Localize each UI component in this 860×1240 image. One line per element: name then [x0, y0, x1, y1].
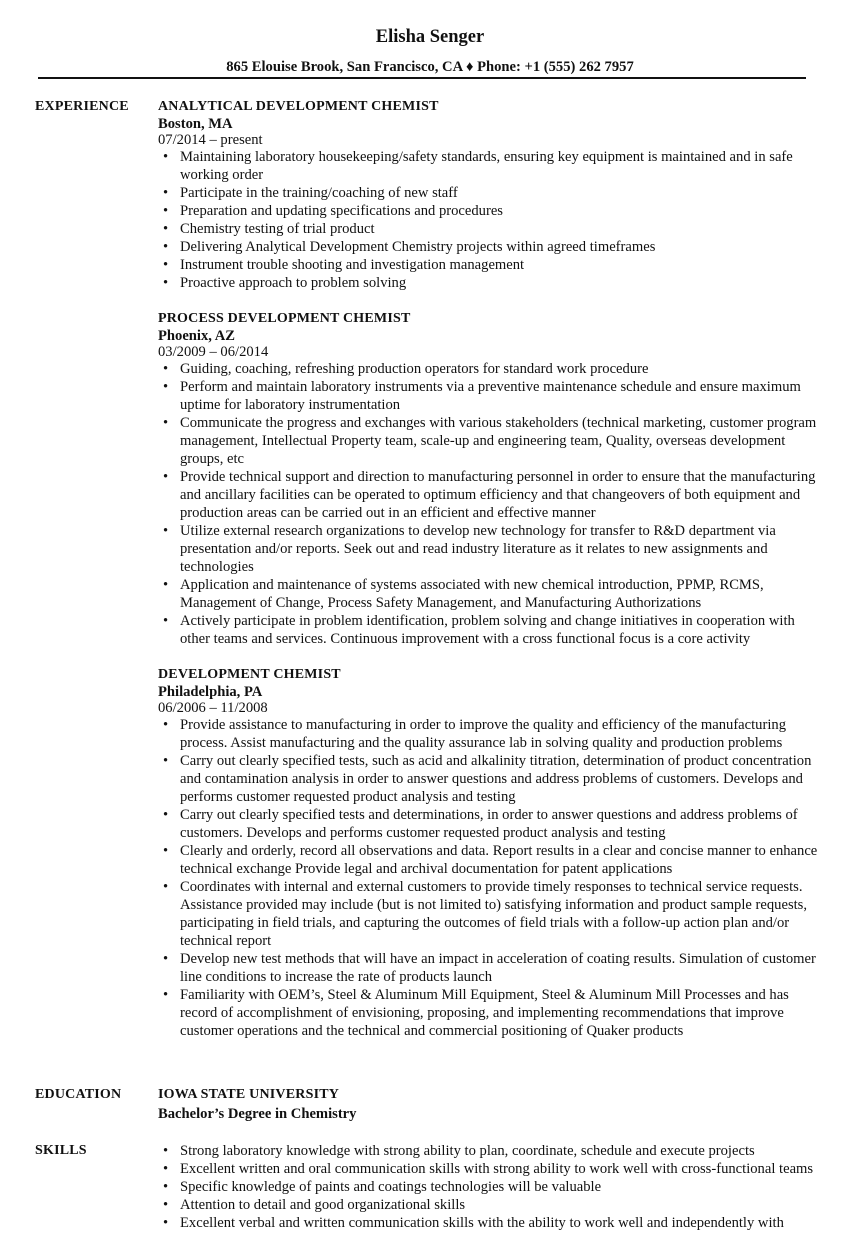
job-entry [158, 310, 828, 648]
job-title: DEVELOPMENT CHEMIST [158, 667, 341, 682]
job-bullets [158, 148, 828, 292]
skills-list [158, 1142, 828, 1232]
bullet-item: • Communicate the progress and exchanges with various stakeholders (technical marketing, customer program management, Intellectual Property team, scale-up and engineering team, Quality, overseas development groups, etc [158, 414, 828, 468]
education-block [158, 1086, 828, 1124]
job-dates: 03/2009 – 06/2014 [158, 344, 269, 360]
job-location: Philadelphia, PA [158, 684, 263, 700]
job-title: ANALYTICAL DEVELOPMENT CHEMIST [158, 99, 439, 114]
job-location: Boston, MA [158, 116, 233, 132]
bullet-item: • Carry out clearly specified tests and determinations, in order to answer questions and address problems of customers. Develops and performs customer requested product analysis and testing [158, 806, 828, 842]
bullet-item: • Proactive approach to problem solving [158, 274, 828, 292]
bullet-item: • Coordinates with internal and external customers to provide timely responses to technical service requests. Assistance provided may include (but is not limited to) satisfying information and product sample requests, participating in field trials, and capturing the outcomes of field trials with a follow-up action plan and/or technical report [158, 878, 828, 950]
bullet-item: • Application and maintenance of systems associated with new chemical introduction, PPMP, RCMS, Management of Change, Process Safety Management, and Manufacturing Authorizations [158, 576, 828, 612]
skill-item: • Strong laboratory knowledge with strong ability to plan, coordinate, schedule and execute projects [158, 1142, 828, 1160]
bullet-item: • Guiding, coaching, refreshing production operators for standard work procedure [158, 360, 828, 378]
experience-list [158, 98, 828, 1058]
bullet-item: • Familiarity with OEM’s, Steel & Aluminum Mill Equipment, Steel & Aluminum Mill Processes and has record of accomplishment of envisioning, proposing, and implementing recommendations that improve customer operations and the technical and commercial positioning of Quaker products [158, 986, 828, 1040]
section-label-skills: SKILLS [35, 1143, 87, 1158]
job-title: PROCESS DEVELOPMENT CHEMIST [158, 311, 411, 326]
bullet-item: • Actively participate in problem identification, problem solving and change initiatives in cooperation with other teams and services. Continuous improvement with a cross functional focus is a core activity [158, 612, 828, 648]
header-divider [38, 77, 806, 79]
bullet-item: • Utilize external research organizations to develop new technology for transfer to R&D department via presentation and/or reports. Seek out and read industry literature as it relates to new assignments and technologies [158, 522, 828, 576]
skill-item: • Excellent verbal and written communication skills with the ability to work well and independently with [158, 1214, 828, 1232]
job-bullets [158, 360, 828, 648]
section-label-education: EDUCATION [35, 1087, 122, 1102]
bullet-item: • Preparation and updating specifications and procedures [158, 202, 828, 220]
job-location: Phoenix, AZ [158, 328, 236, 344]
job-entry [158, 666, 828, 1040]
bullet-item: • Develop new test methods that will have an impact in acceleration of coating results. Simulation of customer line conditions to increase the rate of products launch [158, 950, 828, 986]
bullet-item: • Carry out clearly specified tests, such as acid and alkalinity titration, determination of product concentration and contamination analysis in order to answer questions and address problems of customers. Develops and performs customer requested product analysis and testing [158, 752, 828, 806]
bullet-item: • Chemistry testing of trial product [158, 220, 828, 238]
bullet-item: • Clearly and orderly, record all observations and data. Report results in a clear and concise manner to enhance technical exchange Provide legal and archival documentation for patent applications [158, 842, 828, 878]
job-bullets [158, 716, 828, 1040]
degree: Bachelor’s Degree in Chemistry [158, 1106, 357, 1122]
skill-item: • Excellent written and oral communication skills with strong ability to work well with cross-functional teams [158, 1160, 828, 1178]
bullet-item: • Perform and maintain laboratory instruments via a preventive maintenance schedule and ensure maximum uptime for laboratory instrumentation [158, 378, 828, 414]
bullet-item: • Provide technical support and direction to manufacturing personnel in order to ensure that the manufacturing and ancillary facilities can be operated to optimum efficiency and that changeovers of both equipment and production areas can be carried out in an efficient and effective manner [158, 468, 828, 522]
skill-item: • Attention to detail and good organizational skills [158, 1196, 828, 1214]
bullet-item: • Instrument trouble shooting and investigation management [158, 256, 828, 274]
bullet-item: • Maintaining laboratory housekeeping/safety standards, ensuring key equipment is maintained and in safe working order [158, 148, 828, 184]
skill-item: • Specific knowledge of paints and coatings technologies will be valuable [158, 1178, 828, 1196]
candidate-name: Elisha Senger [375, 27, 485, 47]
school-name: IOWA STATE UNIVERSITY [158, 1087, 340, 1102]
bullet-item: • Provide assistance to manufacturing in order to improve the quality and efficiency of the manufacturing process. Assist manufacturing and the quality assurance lab in solving quality and production problems [158, 716, 828, 752]
job-dates: 06/2006 – 11/2008 [158, 700, 268, 716]
section-label-experience: EXPERIENCE [35, 99, 129, 114]
contact-line: 865 Elouise Brook, San Francisco, CA ♦ Phone: +1 (555) 262 7957 [226, 59, 634, 75]
bullet-item: • Delivering Analytical Development Chemistry projects within agreed timeframes [158, 238, 828, 256]
skills-block [158, 1142, 828, 1232]
bullet-item: • Participate in the training/coaching of new staff [158, 184, 828, 202]
job-dates: 07/2014 – present [158, 132, 263, 148]
job-entry [158, 98, 828, 292]
